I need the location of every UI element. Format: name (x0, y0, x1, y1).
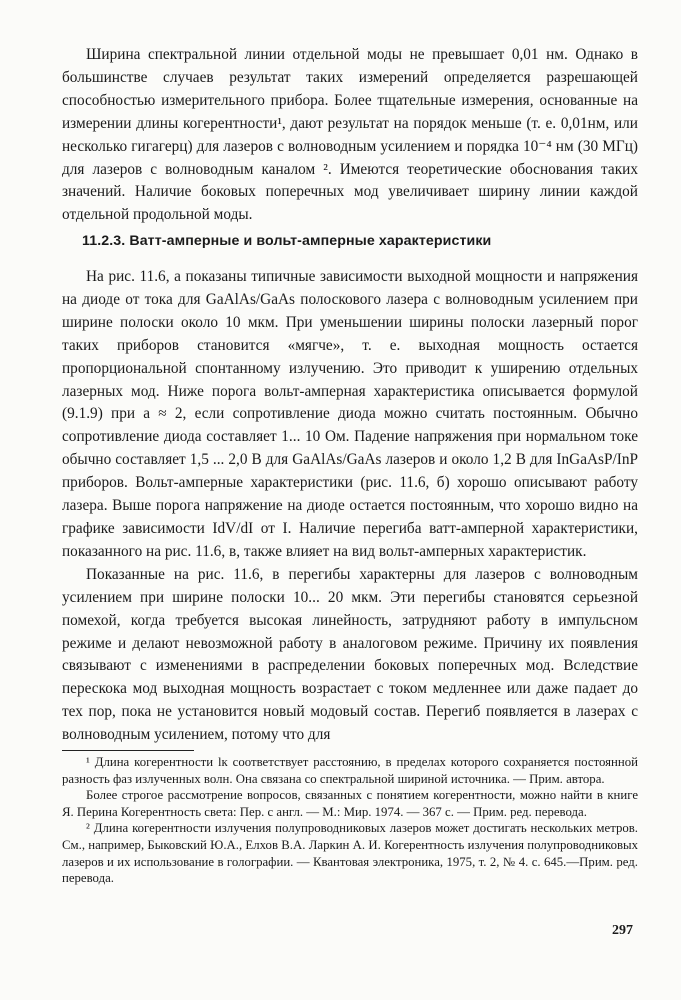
footnote-2: ² Длина когерентности излучения полупроводниковых лазеров может достигать нескольких метров. См., например, Быковский Ю.А., Елхов В.А. Ларкин А. И. Когерентность излучения полупроводниковых лазеров и их использование в голографии. — Квантовая электроника, 1975, т. 2, № 4. с. 645.—Прим. ред. перевода. (62, 821, 638, 886)
section-heading: 11.2.3. Ватт-амперные и вольт-амперные характеристики (82, 233, 492, 249)
paragraph-characteristics: На рис. 11.6, а показаны типичные зависимости выходной мощности и напряжения на диоде от тока для GaAlAs/GaAs полоскового лазера с волноводным усилением при ширине полоски около 10 мкм. При уменьшении ширины полоски лазерный порог таких приборов становится «мягче», т. е. выходная мощность остается пропорциональной спонтанному излучению. Это приводит к уширению отдельных лазерных мод. Ниже порога вольт-амперная характеристика описывается формулой (9.1.9) при a ≈ 2, если сопротивление диода можно считать постоянным. Обычно сопротивление диода составляет 1... 10 Ом. Падение напряжения при нормальном токе обычно составляет 1,5 ... 2,0 В для GaAlAs/GaAs лазеров и около 1,2 В для InGaAsP/InP приборов. Вольт-амперные характеристики (рис. 11.6, б) хорошо описывают работу лазера. Выше порога напряжение на диоде остается постоянным, что хорошо видно на графике зависимости IdV/dI от I. Наличие перегиба ватт-амперной характеристики, показанного на рис. 11.6, в, также влияет на вид вольт-амперных характеристик. (62, 268, 638, 560)
paragraph-kinks: Показанные на рис. 11.6, в перегибы характерны для лазеров с волноводным усилением при ширине полоски 10... 20 мкм. Эти перегибы становятся серьезной помехой, когда требуется высокая линейность, затрудняют работу в импульсном режиме и делают невозможной работу в аналоговом режиме. Причину их появления связывают с изменениями в распределении боковых поперечных мод. Вследствие перескока мод выходная мощность возрастает с током медленнее или даже падает до тех пор, пока не установится новый модовый состав. Перегиб появляется в лазерах с волноводным усилением, потому что для (62, 565, 638, 744)
footnote-1: ¹ Длина когерентности lк соответствует расстоянию, в пределах которого сохраняется постоянной разность фаз излученных волн. Она связана со спектральной шириной источника. — Прим. автора. (62, 755, 638, 786)
footnotes (62, 754, 638, 887)
paragraph-coherence: Ширина спектральной линии отдельной моды не превышает 0,01 нм. Однако в большинстве случаев результат таких измерений определяется разрешающей способностью измерительного прибора. Более тщательные измерения, основанные на измерении длины когерентности¹, дают результат на порядок меньше (т. е. 0,01нм, или несколько гигагерц) для лазеров с волноводным усилением и порядка 10⁻⁴ нм (30 МГц) для лазеров с волноводным каналом ². Имеются теоретические обоснования таких значений. Наличие боковых поперечных мод увеличивает ширину линии каждой отдельной продольной моды. (62, 46, 638, 224)
body-block-2 (62, 266, 638, 747)
page-number: 297 (612, 923, 633, 938)
footnote-1-continuation: Более строгое рассмотрение вопросов, связанных с понятием когерентности, можно найти в книге Я. Перина Когерентность света: Пер. с англ. — М.: Мир. 1974. — 367 с. — Прим. ред. перевода. (62, 788, 638, 819)
body-block-1 (62, 44, 638, 227)
footnote-rule (62, 750, 194, 751)
